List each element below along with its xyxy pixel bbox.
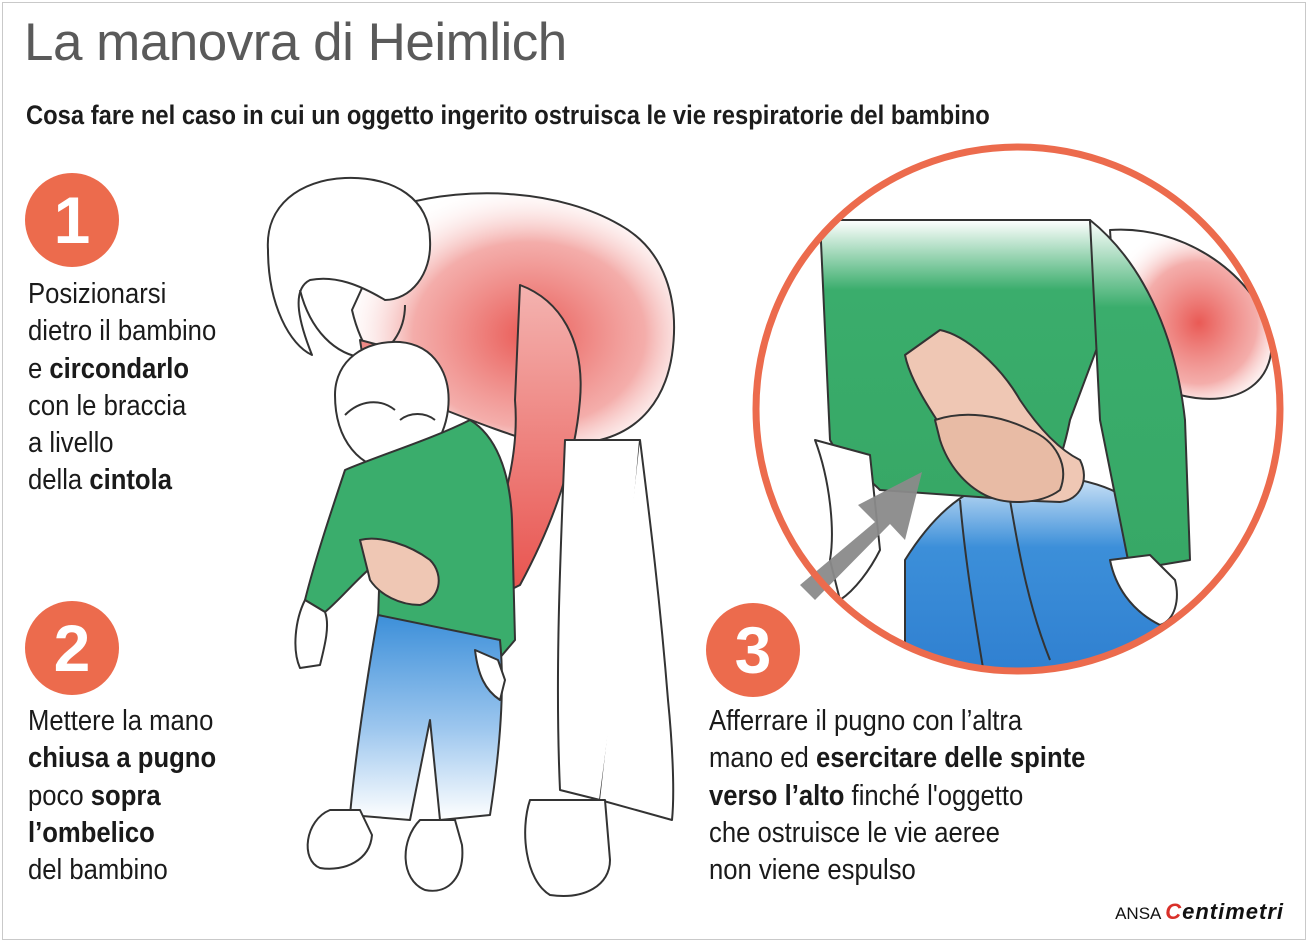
step-text-run: Posizionarsi: [28, 278, 167, 310]
step-3-number: 3: [706, 603, 800, 697]
credit: [1115, 899, 1284, 925]
step-text-line: [709, 740, 1085, 777]
step-text-line: [28, 815, 216, 852]
step-text-line: [28, 313, 216, 350]
step-2-text: [28, 703, 216, 889]
step-text-run: con le braccia: [28, 389, 187, 422]
step-text-bold: verso l’alto: [709, 779, 845, 812]
step-text-line: [28, 425, 216, 462]
step-text-line: [28, 276, 216, 313]
step-text-bold: esercitare delle spinte: [815, 742, 1086, 775]
step-text-run: che ostruisce le vie aeree: [709, 816, 1000, 849]
step-text-line: [709, 815, 1085, 852]
brand-mark: C: [1165, 899, 1183, 924]
step-text-run: a livello: [28, 427, 114, 460]
step-text-bold: l’ombelico: [28, 816, 155, 849]
step-text-line: [28, 778, 216, 815]
step-text-line: [28, 351, 216, 388]
step-3-text: [709, 703, 1085, 889]
step-text-run: Mettere la mano: [28, 705, 214, 737]
step-text-run: finché l'oggetto: [844, 779, 1024, 812]
step-text-line: [28, 740, 216, 777]
step-text-line: [28, 462, 216, 499]
step-text-run: della: [28, 464, 90, 497]
step-text-run: non viene espulso: [709, 854, 916, 887]
step-text-bold: sopra: [90, 779, 161, 812]
page-title: La manovra di Heimlich: [24, 13, 567, 72]
step-text-line: [709, 703, 1085, 740]
step-text-bold: circondarlo: [49, 352, 190, 385]
step-text-run: e: [28, 352, 50, 385]
step-text-run: Afferrare il pugno con l’altra: [709, 705, 1023, 737]
step-text-line: [28, 388, 216, 425]
credit-brand: [1165, 899, 1284, 924]
page-subtitle: Cosa fare nel caso in cui un oggetto ingerito ostruisca le vie respiratorie del bambino: [26, 100, 990, 130]
step-text-line: [28, 703, 216, 740]
brand-rest: entimetri: [1182, 899, 1284, 924]
step-text-bold: cintola: [89, 464, 172, 497]
credit-agency: ANSA: [1115, 904, 1161, 923]
step-text-line: [709, 852, 1085, 889]
step-1-number: 1: [25, 173, 119, 267]
step-text-line: [709, 778, 1085, 815]
step-2-number: 2: [25, 601, 119, 695]
step-1-text: [28, 276, 216, 500]
step-text-run: dietro il bambino: [28, 315, 217, 348]
step-text-run: del bambino: [28, 854, 168, 887]
step-text-run: poco: [28, 779, 91, 812]
zoom-detail: [756, 147, 1280, 680]
step-text-bold: chiusa a pugno: [28, 742, 217, 775]
step-text-run: mano ed: [709, 742, 816, 775]
step-text-line: [28, 852, 216, 889]
